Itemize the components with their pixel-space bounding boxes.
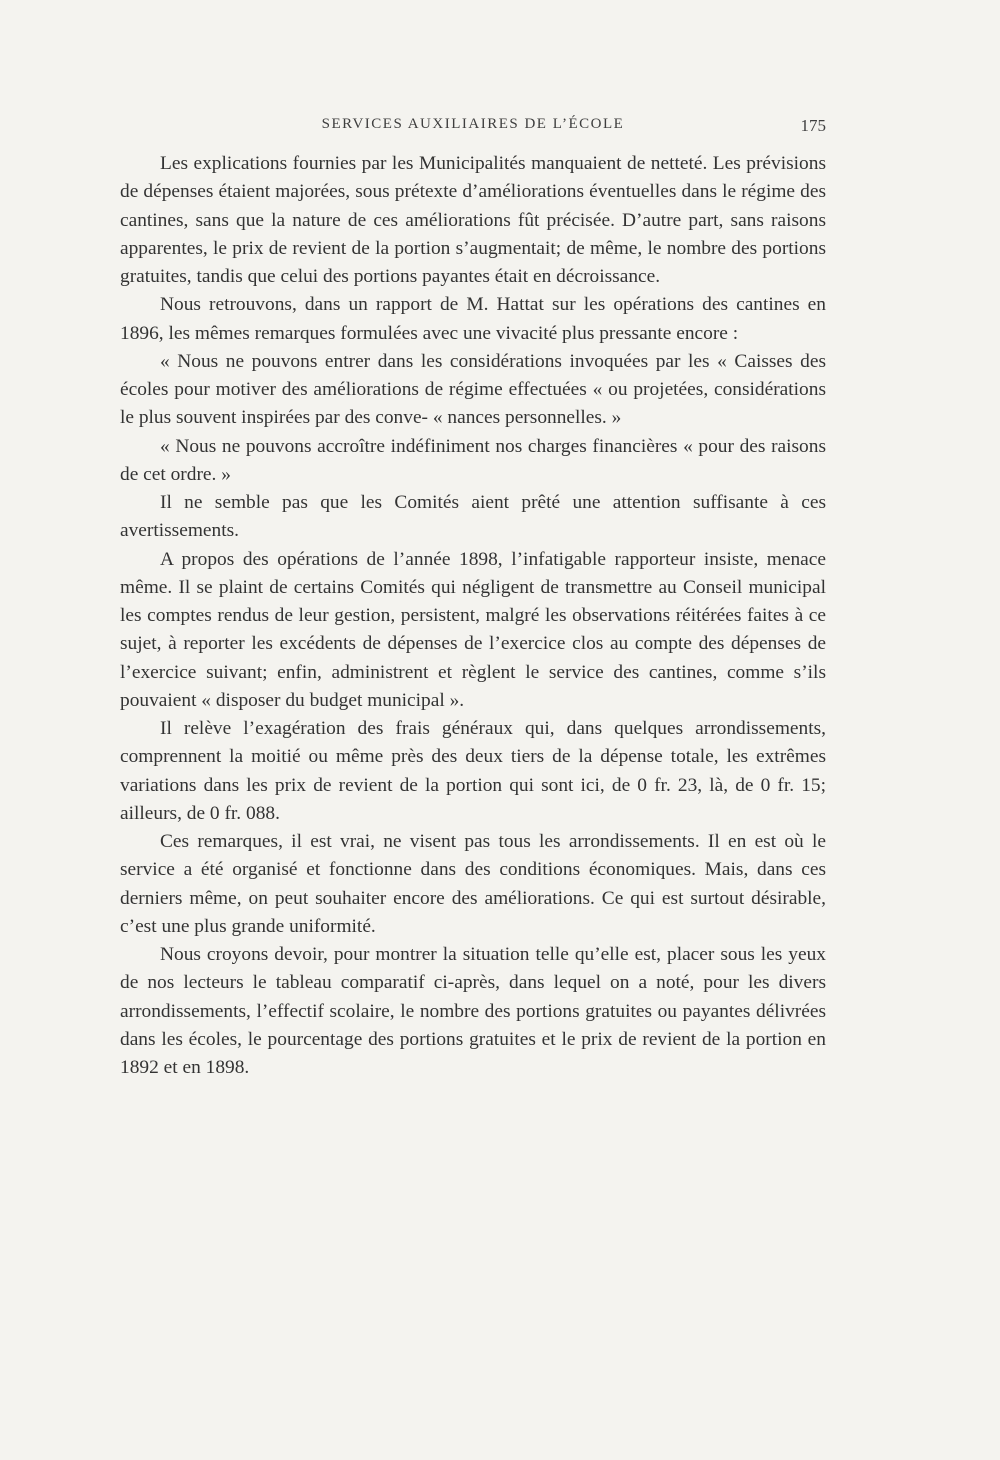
paragraph: Les explications fournies par les Municipalités manquaient de netteté. Les prévisions de dépenses étaient majorées, sous prétexte d’améliorations éventuelles dans le régime des cantines, sans que la nature de ces améliorations fût précisée. D’autre part, sans raisons apparentes, le prix de revient de la portion s’augmentait; de même, le nombre des portions gratuites, tandis que celui des portions payantes était en décroissance. bbox=[120, 153, 826, 287]
quotation-paragraph: « Nous ne pouvons entrer dans les considérations invoquées par les « Caisses des écoles pour motiver des améliorations de régime effectuées « ou projetées, considérations le plus souvent inspirées par des conve- « nances personnelles. » bbox=[120, 350, 826, 429]
paragraph: Il relève l’exagération des frais généraux qui, dans quelques arrondissements, comprennent la moitié ou même près des deux tiers de la dépense totale, les extrêmes variations dans les prix de revient de la portion qui sont ici, de 0 fr. 23, là, de 0 fr. 15; ailleurs, de 0 fr. 088. bbox=[120, 718, 826, 824]
paragraph: Ces remarques, il est vrai, ne visent pas tous les arrondissements. Il en est où le service a été organisé et fonctionne dans des conditions économiques. Mais, dans ces derniers même, on peut souhaiter encore des améliorations. Ce qui est surtout désirable, c’est une plus grande uniformité. bbox=[120, 831, 826, 937]
body-text bbox=[120, 150, 826, 1082]
paragraph: Nous retrouvons, dans un rapport de M. Hattat sur les opérations des cantines en 1896, les mêmes remarques formulées avec une vivacité plus pressante encore : bbox=[120, 294, 826, 344]
page-number: 175 bbox=[800, 116, 826, 135]
paragraph: Il ne semble pas que les Comités aient prêté une attention suffisante à ces avertissements. bbox=[120, 492, 826, 542]
paragraph: Nous croyons devoir, pour montrer la situation telle qu’elle est, placer sous les yeux de nos lecteurs le tableau comparatif ci-après, dans lequel on a noté, pour les divers arrondissements, l’effectif scolaire, le nombre des portions gratuites ou payantes délivrées dans les écoles, le pourcentage des portions gratuites et le prix de revient de la portion en 1892 et en 1898. bbox=[120, 944, 826, 1078]
quotation-paragraph: « Nous ne pouvons accroître indéfiniment nos charges financières « pour des raisons de cet ordre. » bbox=[120, 435, 826, 485]
running-title: SERVICES AUXILIAIRES DE L’ÉCOLE bbox=[321, 116, 625, 132]
paragraph: A propos des opérations de l’année 1898, l’infatigable rapporteur insiste, menace même. Il se plaint de certains Comités qui négligent de transmettre au Conseil municipal les comptes rendus de leur gestion, persistent, malgré les observations réitérées faites à ce sujet, à reporter les excédents de dépenses de l’exercice clos au compte des dépenses de l’exercice suivant; enfin, administrent et règlent le service des cantines, comme s’ils pouvaient « disposer du budget municipal ». bbox=[120, 548, 826, 711]
page-header bbox=[120, 116, 826, 138]
